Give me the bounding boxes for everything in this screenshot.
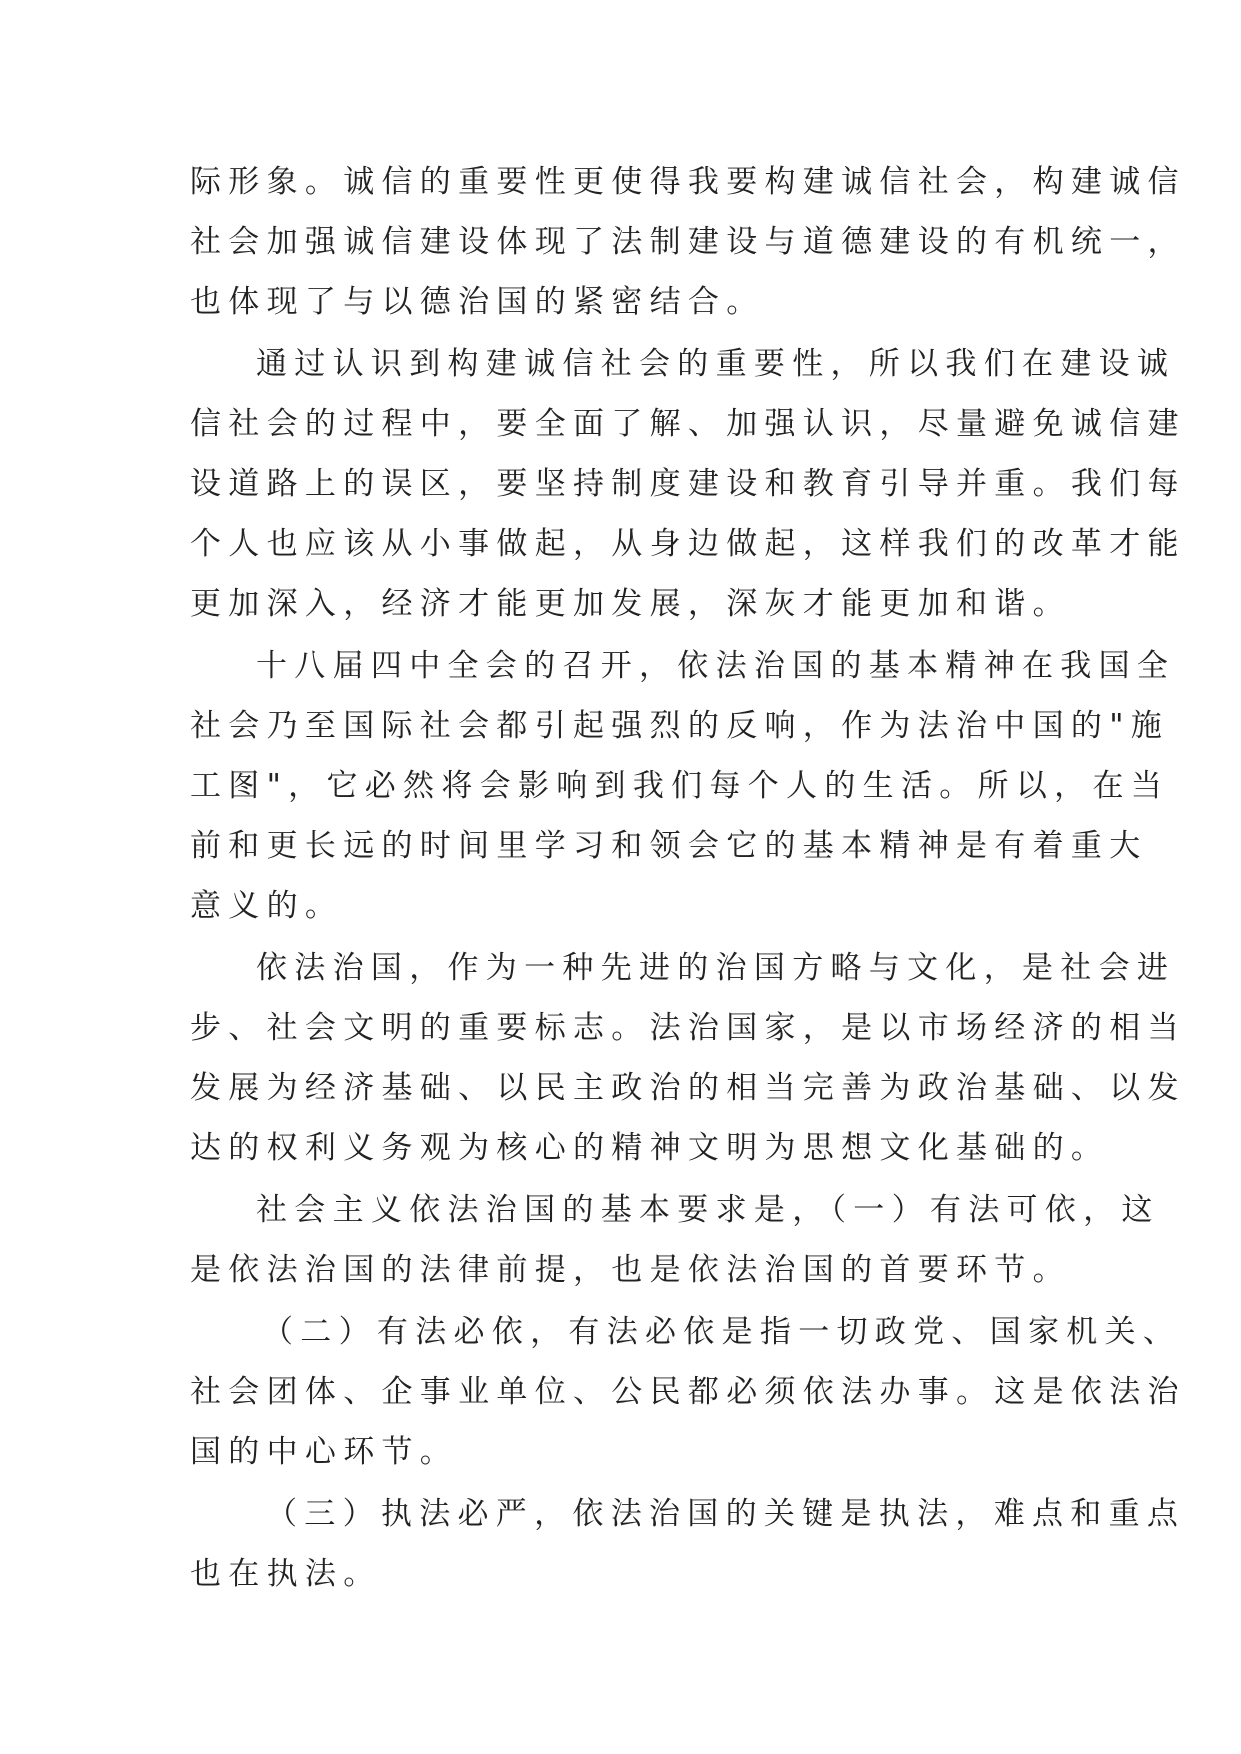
text-line: 设道路上的误区，要坚持制度建设和教育引导并重。我们每: [190, 466, 1186, 502]
text-line: 信社会的过程中，要全面了解、加强认识，尽量避免诚信建: [190, 406, 1186, 442]
paragraph-first-line: 社会主义依法治国的基本要求是，（一）有法可依，这: [256, 1192, 1160, 1228]
paragraph-first-line: 通过认识到构建诚信社会的重要性，所以我们在建设诚: [256, 346, 1176, 382]
text-line: 前和更长远的时间里学习和领会它的基本精神是有着重大: [190, 828, 1148, 864]
text-line: 发展为经济基础、以民主政治的相当完善为政治基础、以发: [190, 1070, 1186, 1106]
text-line: 也在执法。: [190, 1556, 382, 1592]
text-line: 社会加强诚信建设体现了法制建设与道德建设的有机统一，: [190, 224, 1186, 260]
paragraph-first-line: 十八届四中全会的召开，依法治国的基本精神在我国全: [256, 648, 1176, 684]
text-line: 际形象。诚信的重要性更使得我要构建诚信社会，构建诚信: [190, 164, 1186, 200]
text-line: 社会乃至国际社会都引起强烈的反响，作为法治中国的"施: [190, 708, 1170, 744]
paragraph-first-line: （二）有法必依，有法必依是指一切政党、国家机关、: [262, 1314, 1182, 1350]
paragraph-first-line: 依法治国，作为一种先进的治国方略与文化，是社会进: [256, 950, 1176, 986]
text-line: 也体现了与以德治国的紧密结合。: [190, 284, 765, 320]
text-line: 社会团体、企事业单位、公民都必须依法办事。这是依法治: [190, 1374, 1186, 1410]
text-line: 国的中心环节。: [190, 1434, 459, 1470]
text-line: 工图"，它必然将会影响到我们每个人的生活。所以，在当: [190, 768, 1170, 804]
text-line: 个人也应该从小事做起，从身边做起，这样我们的改革才能: [190, 526, 1186, 562]
text-line: 意义的。: [190, 888, 344, 924]
paragraph-first-line: （三）执法必严，依法治国的关键是执法，难点和重点: [266, 1496, 1186, 1532]
text-line: 更加深入，经济才能更加发展，深灰才能更加和谐。: [190, 586, 1071, 622]
text-line: 是依法治国的法律前提，也是依法治国的首要环节。: [190, 1252, 1071, 1288]
text-line: 步、社会文明的重要标志。法治国家，是以市场经济的相当: [190, 1010, 1186, 1046]
text-line: 达的权利义务观为核心的精神文明为思想文化基础的。: [190, 1130, 1110, 1166]
